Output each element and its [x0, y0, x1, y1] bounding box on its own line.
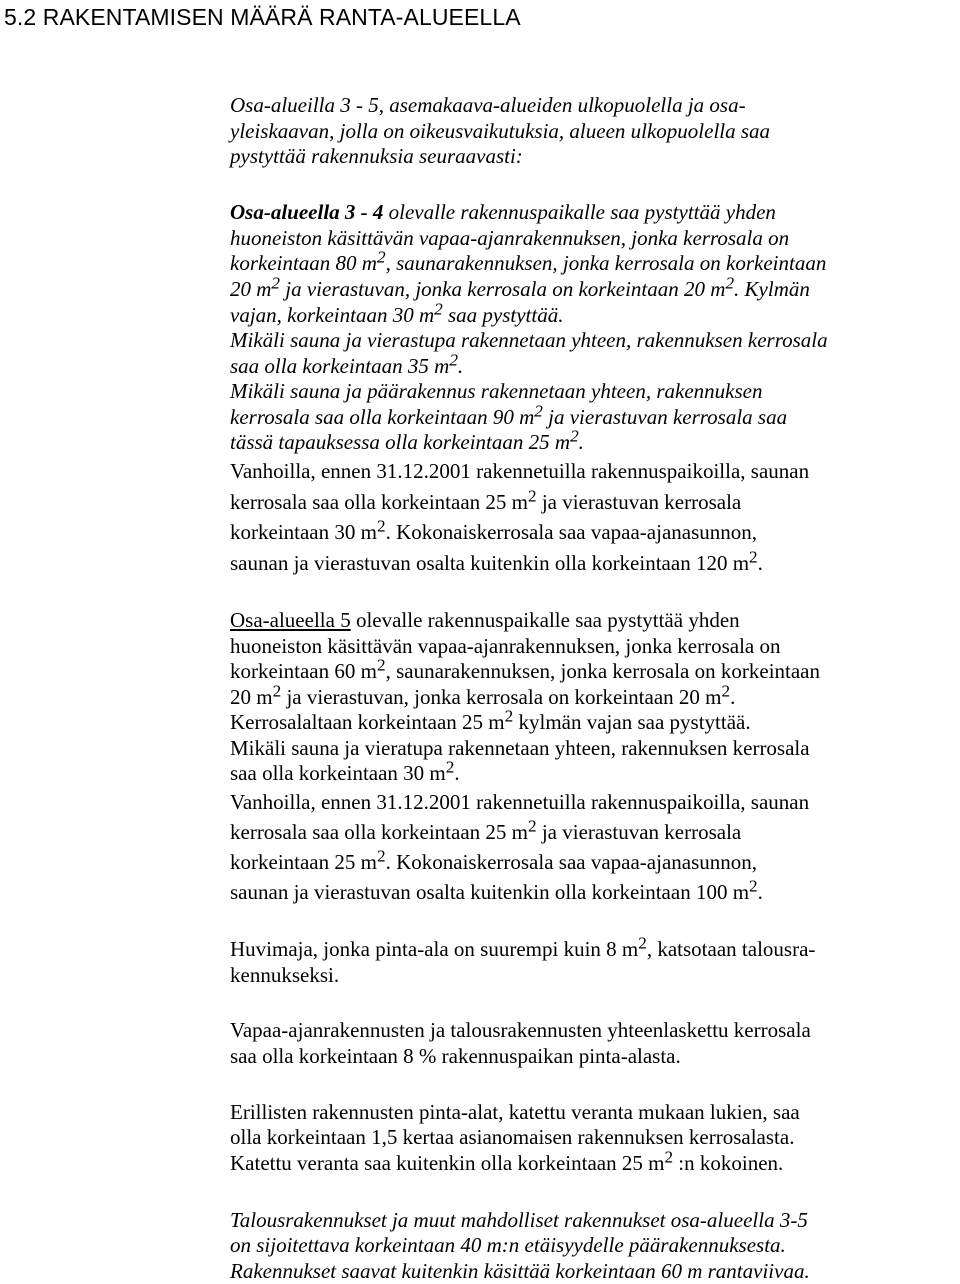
text-line: Mikäli sauna ja vieratupa rakennetaan yhteen, rakennuksen kerrosala: [230, 736, 810, 760]
text-line: Vanhoilla, ennen 31.12.2001 rakennetuilla rakennuspaikoilla, saunan: [230, 459, 810, 483]
text-line: Vanhoilla, ennen 31.12.2001 rakennetuilla rakennuspaikoilla, saunan: [230, 790, 810, 814]
text-line: huoneiston käsittävän vapaa-ajanrakennuksen, jonka kerrosala on: [230, 634, 781, 658]
text-line: korkeintaan 60 $m^2$, saunarakennuksen, jonka kerrosala on korkeintaan: [230, 655, 821, 683]
text-line: korkeintaan 30 $m^2$. Kokonaiskerrosala saa vapaa-ajanasunnon,: [230, 516, 758, 544]
text-line: 20 $m^2$ ja vierastuvan, jonka kerrosala on korkeintaan 20 $m^2$. Kylmän: [230, 273, 810, 301]
text-line: Rakennukset saavat kuitenkin käsittää korkeintaan 60 m rantaviivaa.: [230, 1259, 810, 1283]
text-line: saunan ja vierastuvan osalta kuitenkin olla korkeintaan 100 $m^2$.: [230, 876, 763, 904]
text-line: on sijoitettava korkeintaan 40 m:n etäisyydelle päärakennuksesta.: [230, 1233, 786, 1257]
text-line: saa olla korkeintaan 35 $m^2$.: [230, 350, 464, 378]
text-line: Erillisten rakennusten pinta-alat, katettu veranta mukaan lukien, saa: [230, 1100, 800, 1124]
text-line: pystyttää rakennuksia seuraavasti:: [230, 144, 523, 168]
text-line: tässä tapauksessa olla korkeintaan 25 $m^2$.: [230, 426, 584, 454]
text-line: saunan ja vierastuvan osalta kuitenkin olla korkeintaan 120 $m^2$.: [230, 547, 763, 575]
text-line: saa olla korkeintaan 8 % rakennuspaikan pinta-alasta.: [230, 1044, 681, 1068]
text-line: korkeintaan 25 $m^2$. Kokonaiskerrosala saa vapaa-ajanasunnon,: [230, 846, 758, 874]
text-line: Katettu veranta saa kuitenkin olla korkeintaan 25 $m^2$ :n kokoinen.: [230, 1147, 784, 1175]
text-line: korkeintaan 80 $m^2$, saunarakennuksen, jonka kerrosala on korkeintaan: [230, 247, 827, 275]
text-line: Mikäli sauna ja päärakennus rakennetaan yhteen, rakennuksen: [230, 379, 763, 403]
text-line: Vapaa-ajanrakennusten ja talousrakennusten yhteenlaskettu kerrosala: [230, 1018, 811, 1042]
text-line: Talousrakennukset ja muut mahdolliset rakennukset osa-alueella 3-5: [230, 1208, 808, 1232]
text-line: kerrosala saa olla korkeintaan 25 $m^2$ ja vierastuvan kerrosala: [230, 486, 742, 514]
text-line: Kerrosalaltaan korkeintaan 25 $m^2$ kylmän vajan saa pystyttää.: [230, 706, 751, 734]
text-line: yleiskaavan, jolla on oikeusvaikutuksia, alueen ulkopuolella saa: [230, 119, 771, 143]
text-line: olla korkeintaan 1,5 kertaa asianomaisen rakennuksen kerrosalasta.: [230, 1125, 795, 1149]
text-line: Osa-alueella 5 olevalle rakennuspaikalle saa pystyttää yhden: [230, 608, 740, 632]
text-line: kennukseksi.: [230, 963, 340, 987]
section-3-4-label: Osa-alueella 3 - 4: [230, 200, 384, 224]
section-heading: 5.2 RAKENTAMISEN MÄÄRÄ RANTA-ALUEELLA: [4, 4, 521, 30]
text-line: vajan, korkeintaan 30 $m^2$ saa pystyttää.: [230, 299, 564, 327]
text-line: kerrosala saa olla korkeintaan 25 $m^2$ ja vierastuvan kerrosala: [230, 816, 742, 844]
text-line: saa olla korkeintaan 30 $m^2$.: [230, 757, 460, 785]
section-5-label: Osa-alueella 5: [230, 608, 351, 632]
text-line: huoneiston käsittävän vapaa-ajanrakennuksen, jonka kerrosala on: [230, 226, 790, 250]
text-line: Mikäli sauna ja vierastupa rakennetaan yhteen, rakennuksen kerrosala: [230, 328, 828, 352]
text-line: kerrosala saa olla korkeintaan 90 $m^2$ ja vierastuvan kerrosala saa: [230, 401, 788, 429]
text-line: 20 $m^2$ ja vierastuvan, jonka kerrosala on korkeintaan 20 $m^2$.: [230, 681, 736, 709]
text-line: Osa-alueilla 3 - 5, asemakaava-alueiden ulkopuolella ja osa-: [230, 93, 746, 117]
text-line: Huvimaja, jonka pinta-ala on suurempi kuin 8 $m^2$, katsotaan talousra-: [230, 933, 816, 961]
text-line: Osa-alueella 3 - 4 olevalle rakennuspaikalle saa pystyttää yhden: [230, 200, 776, 224]
